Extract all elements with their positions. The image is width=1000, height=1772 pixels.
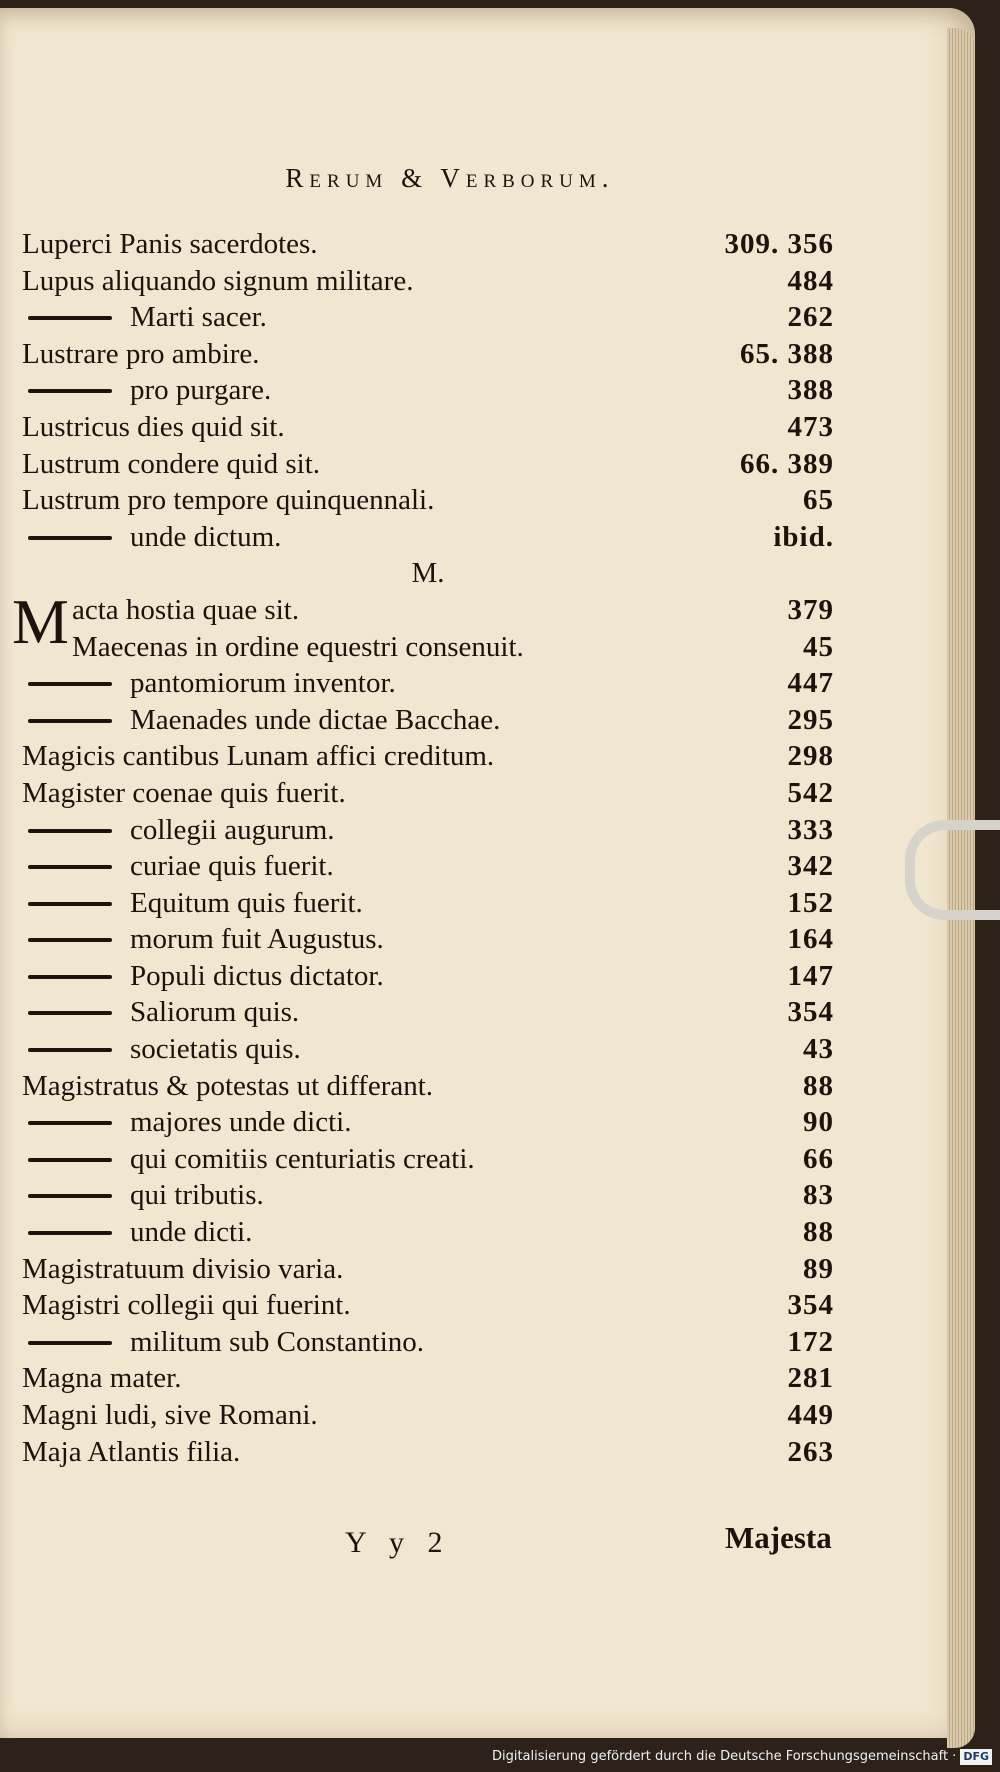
running-header: Rerum & Verborum. — [285, 163, 615, 193]
entry-term: Magni ludi, sive Romani. — [22, 1399, 318, 1431]
entry-pages: 83 — [803, 1179, 834, 1212]
entry-term: acta hostia quae sit. — [72, 593, 300, 626]
entry-pages: 90 — [803, 1106, 834, 1139]
entry-term: Luperci Panis sacerdotes. — [22, 228, 318, 260]
entry-term: Lustrum pro tempore quinquennali. — [22, 484, 435, 517]
entry-pages: 65. 388 — [740, 337, 834, 370]
entry-pages: 152 — [787, 886, 834, 919]
index-entry — [22, 848, 834, 885]
signature-mark: Y y 2 — [345, 1526, 451, 1559]
index-entry — [22, 519, 834, 556]
index-entry — [22, 1031, 834, 1068]
entry-term: unde dicti. — [130, 1216, 253, 1249]
entry-term: Populi dictus dictator. — [130, 959, 384, 992]
entry-pages: 388 — [787, 374, 834, 407]
ditto-dash — [28, 865, 112, 869]
entry-pages: 43 — [803, 1033, 834, 1066]
index-entry — [22, 1214, 834, 1251]
credit-text: Digitalisierung gefördert durch die Deutsche Forschungsgemeinschaft · — [491, 1749, 957, 1764]
entry-pages: 295 — [787, 703, 834, 736]
entry-pages: 147 — [787, 959, 834, 992]
catchword: Majesta — [725, 1520, 832, 1555]
index-entry — [22, 446, 834, 483]
section-heading: M. — [411, 557, 445, 590]
index-entry — [22, 409, 834, 446]
index-entry — [22, 775, 834, 812]
ditto-dash — [28, 829, 112, 833]
entry-pages: 263 — [787, 1435, 834, 1468]
ditto-dash — [28, 719, 112, 723]
ditto-dash — [28, 1231, 112, 1235]
entry-term: Saliorum quis. — [130, 996, 300, 1029]
ditto-dash — [28, 902, 112, 906]
entry-term: Equitum quis fuerit. — [130, 886, 363, 919]
entry-term: Maja Atlantis filia. — [22, 1435, 241, 1468]
entry-pages: 342 — [787, 850, 834, 883]
index-entry — [22, 1104, 834, 1141]
entry-pages: 66 — [803, 1142, 834, 1175]
ditto-dash — [28, 389, 112, 393]
entry-pages: 354 — [787, 996, 834, 1029]
dfg-logo: DFG — [960, 1749, 992, 1765]
entry-term: Lustricus dies quid sit. — [22, 410, 285, 443]
ditto-dash — [28, 682, 112, 686]
ditto-dash — [28, 1194, 112, 1198]
entry-pages: 333 — [787, 813, 834, 846]
digitization-credit — [492, 1746, 992, 1768]
index-entry — [22, 226, 834, 263]
entry-pages: 172 — [787, 1325, 834, 1358]
entry-term: Maecenas in ordine equestri consenuit. — [72, 630, 524, 663]
index-entry — [22, 263, 834, 300]
entry-pages: 65 — [803, 484, 834, 517]
index-entry — [22, 1141, 834, 1178]
entry-pages: 66. 389 — [740, 447, 834, 480]
entry-pages: 89 — [803, 1252, 834, 1285]
entry-term: militum sub Constantino. — [130, 1325, 425, 1358]
entry-pages: 447 — [787, 667, 834, 700]
ditto-dash — [28, 1011, 112, 1015]
index-entry — [22, 812, 834, 849]
entry-term: unde dictum. — [130, 520, 282, 553]
index-entry — [22, 958, 834, 995]
index-entry — [22, 702, 834, 739]
index-entry — [22, 299, 834, 336]
entry-pages: 542 — [787, 776, 834, 809]
entry-term: Magna mater. — [22, 1362, 182, 1395]
entry-term: Magister coenae quis fuerit. — [22, 776, 346, 809]
index-entry — [22, 994, 834, 1031]
entry-term: qui tributis. — [130, 1179, 264, 1212]
entry-term: Magistratus & potestas ut differant. — [22, 1069, 434, 1102]
index-entry — [22, 629, 834, 666]
entry-term: Marti sacer. — [130, 301, 267, 334]
index-entry — [22, 738, 834, 775]
book-page — [0, 8, 975, 1738]
entry-term: Magicis cantibus Lunam affici creditum. — [22, 740, 495, 773]
entry-term: Lustrare pro ambire. — [22, 337, 260, 370]
entry-pages: 88 — [803, 1216, 834, 1249]
index-entry — [22, 1287, 834, 1324]
index-entry — [22, 372, 834, 409]
entry-term: Lustrum condere quid sit. — [22, 447, 321, 480]
ditto-dash — [28, 938, 112, 942]
entry-term: morum fuit Augustus. — [130, 923, 384, 956]
entry-pages: 262 — [787, 301, 834, 334]
index-entries — [12, 226, 834, 1470]
ditto-dash — [28, 975, 112, 979]
entry-pages: 449 — [787, 1399, 834, 1431]
index-entry — [22, 1324, 834, 1361]
entry-term: Maenades unde dictae Bacchae. — [130, 703, 501, 736]
index-entry — [22, 1360, 834, 1397]
entry-pages: 473 — [787, 410, 834, 443]
entry-term: societatis quis. — [130, 1033, 301, 1066]
entry-term: pro purgare. — [130, 374, 272, 407]
ditto-dash — [28, 1341, 112, 1345]
book-clip — [905, 820, 1000, 920]
index-entry — [22, 1434, 834, 1471]
index-entry — [22, 665, 834, 702]
entry-pages: 484 — [787, 264, 834, 297]
entry-pages: ibid. — [773, 520, 834, 553]
entry-term: Magistri collegii qui fuerint. — [22, 1289, 351, 1322]
entry-term: pantomiorum inventor. — [130, 667, 396, 700]
entry-pages: 164 — [787, 923, 834, 956]
entry-term: collegii augurum. — [130, 813, 335, 846]
ditto-dash — [28, 1158, 112, 1162]
index-entry — [22, 1251, 834, 1288]
entry-term: qui comitiis centuriatis creati. — [130, 1142, 475, 1175]
entry-pages: 45 — [803, 630, 834, 663]
entry-term: Lupus aliquando signum militare. — [22, 264, 414, 297]
entry-pages: 281 — [787, 1362, 834, 1395]
index-entry — [22, 1177, 834, 1214]
ditto-dash — [28, 1121, 112, 1125]
entry-pages: 88 — [803, 1069, 834, 1102]
drop-initial: M — [12, 585, 69, 657]
entry-term: majores unde dicti. — [130, 1106, 352, 1139]
index-entry — [22, 482, 834, 519]
entry-term: Magistratuum divisio varia. — [22, 1252, 344, 1285]
ditto-dash — [28, 1048, 112, 1052]
ditto-dash — [28, 536, 112, 540]
entry-pages: 379 — [787, 593, 834, 626]
entry-pages: 298 — [787, 740, 834, 773]
entry-term: curiae quis fuerit. — [130, 850, 334, 883]
entry-pages: 309. 356 — [724, 228, 834, 260]
index-entry — [22, 336, 834, 373]
index-entry — [22, 885, 834, 922]
index-entry — [22, 921, 834, 958]
index-entry — [22, 1397, 834, 1434]
entry-pages: 354 — [787, 1289, 834, 1322]
ditto-dash — [28, 316, 112, 320]
index-entry — [22, 1068, 834, 1105]
